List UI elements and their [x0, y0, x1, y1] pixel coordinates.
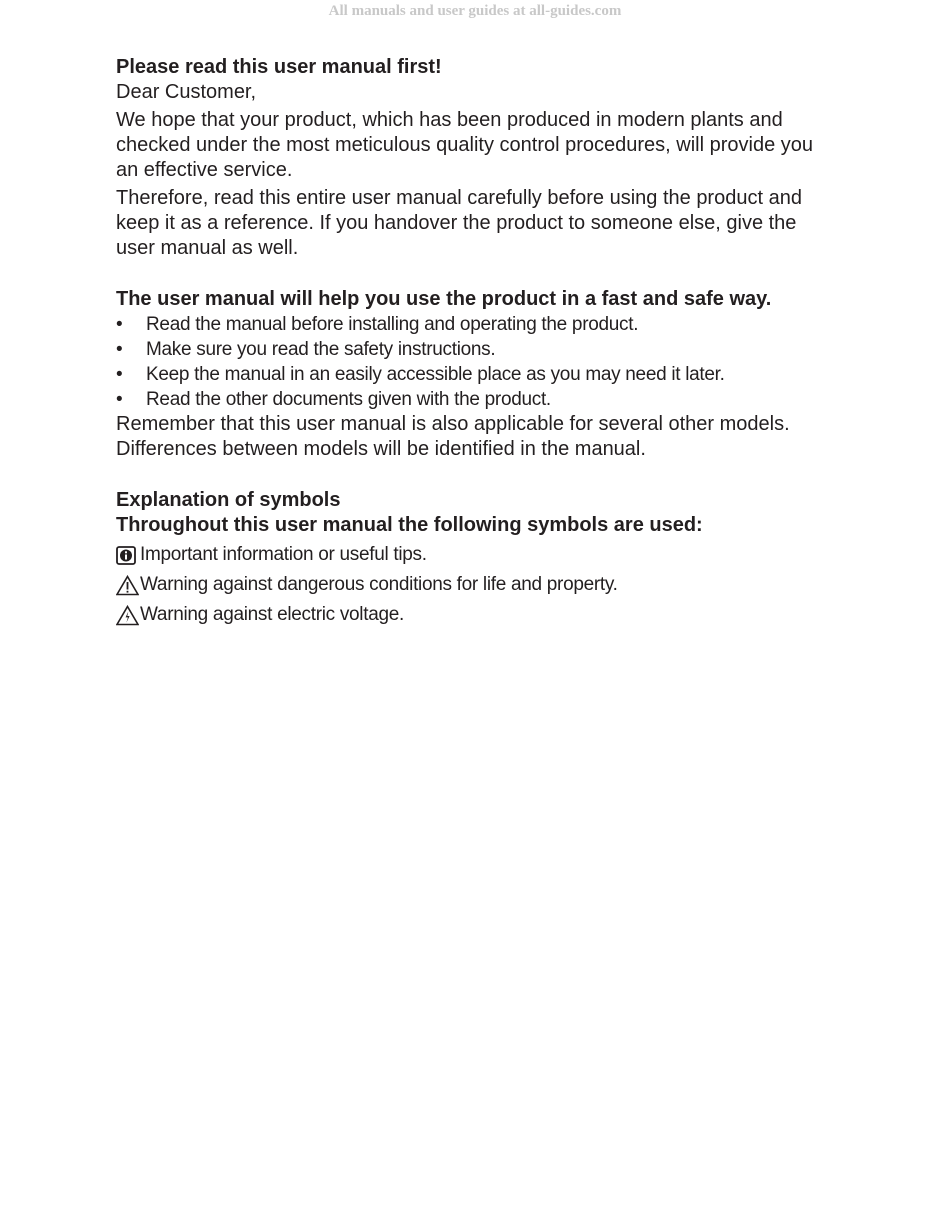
list-item-text: Make sure you read the safety instructions. — [146, 339, 496, 360]
symbol-row-info — [116, 542, 828, 568]
bullet-dot: • — [116, 364, 123, 385]
symbol-text-electric: Warning against electric voltage. — [140, 604, 404, 625]
symbols-heading: Explanation of symbols — [116, 489, 341, 511]
help-bullet-list — [116, 312, 828, 412]
list-item-text: Read the manual before installing and operating the product. — [146, 314, 639, 335]
help-heading: The user manual will help you use the product in a fast and safe way. — [116, 288, 772, 310]
symbol-text-info: Important information or useful tips. — [140, 544, 427, 565]
info-icon — [116, 544, 139, 566]
symbol-row-warning — [116, 572, 828, 598]
list-item — [116, 337, 828, 362]
warning-triangle-icon — [116, 574, 139, 596]
bullet-dot: • — [116, 339, 123, 360]
bullet-dot: • — [116, 314, 123, 335]
list-item — [116, 362, 828, 387]
list-item-text: Keep the manual in an easily accessible place as you may need it later. — [146, 364, 725, 385]
symbols-section — [116, 488, 828, 628]
symbol-row-electric — [116, 602, 828, 628]
manual-page-content — [116, 55, 828, 628]
list-item — [116, 312, 828, 337]
electric-warning-icon — [116, 604, 139, 626]
watermark: All manuals and user guides at all-guides.com — [328, 3, 622, 19]
symbols-subheading: Throughout this user manual the following symbols are used: — [116, 514, 703, 536]
intro-paragraph-2: Therefore, read this entire user manual carefully before using the product and keep it as a reference. If you handover the product to someone else, give the user manual as well. — [116, 187, 802, 259]
models-note: Remember that this user manual is also applicable for several other models. Differences between models will be identified in the manual. — [116, 413, 790, 460]
list-item-text: Read the other documents given with the product. — [146, 389, 551, 410]
greeting: Dear Customer, — [116, 81, 257, 103]
symbol-text-warning: Warning against dangerous conditions for life and property. — [140, 574, 618, 595]
intro-section — [116, 55, 828, 261]
help-section — [116, 287, 828, 462]
list-item — [116, 387, 828, 412]
intro-paragraph-1: We hope that your product, which has been produced in modern plants and checked under the most meticulous quality control procedures, will provide you an effective service. — [116, 109, 814, 181]
intro-heading: Please read this user manual first! — [116, 56, 442, 78]
bullet-dot: • — [116, 389, 123, 410]
